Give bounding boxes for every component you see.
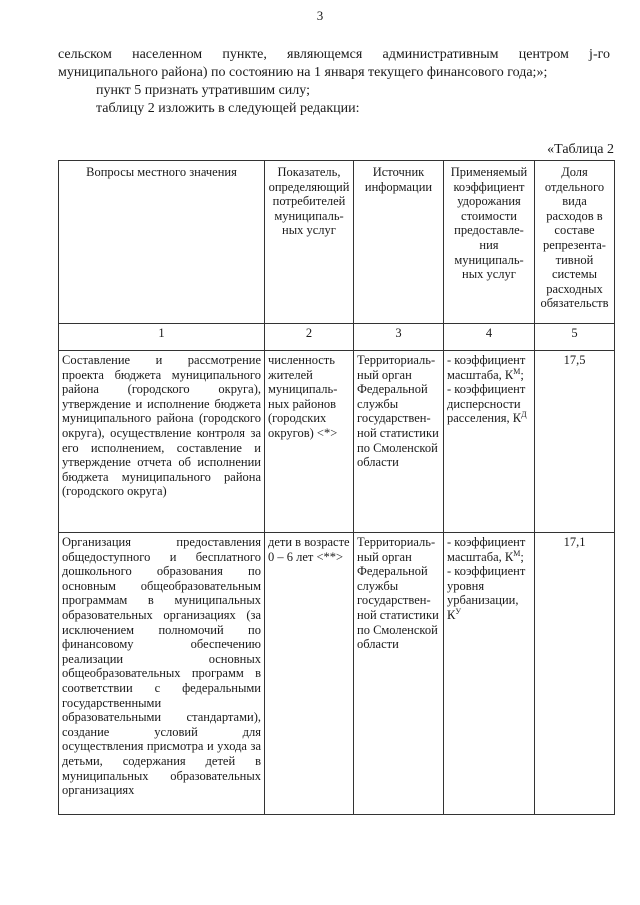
- row-question: Составление и рассмотрение проекта бюджета муниципального района (городского округа), утверждение и исполнение бюджета муниципального района (городского округа), осуществление контроля за его исполнением, составление и утверждение отчета об исполнении бюджета муниципального района (городского округа): [59, 351, 265, 533]
- column-number-row: [59, 324, 615, 351]
- column-number: 2: [265, 324, 354, 351]
- expenditure-table: [58, 160, 615, 815]
- header-question: Вопросы местного значения: [59, 161, 265, 324]
- row-coefficient: [444, 533, 535, 815]
- intro-line-1: сельском населенном пункте, являющемся административным центром j-го: [58, 47, 610, 62]
- row-question: Организация предоставления общедоступного и бесплатного дошкольного образования по основным общеобразовательным программам в муниципальных образовательных организациях (за исключением полномочий по финансовому обеспечению реализации основных общеобразовательных программ в соответствии с федеральными государственными образовательными стандартами), создание условий для осуществления присмотра и ухода за детьми, содержания детей в муниципальных образовательных организациях: [59, 533, 265, 815]
- page-number: 3: [316, 8, 324, 23]
- header-source: Источник информации: [354, 161, 444, 324]
- intro-text: [58, 46, 610, 118]
- column-number: 5: [535, 324, 615, 351]
- coefficient-item: - коэффициент дисперсности расселения, $К^Д$: [447, 382, 527, 426]
- intro-line-3: пункт 5 признать утратившим силу;: [96, 83, 310, 98]
- header-coefficient: Применяемый коэффициент удорожания стоимости предоставле-ния муниципаль-ных услуг: [444, 161, 535, 324]
- row-coefficient: [444, 351, 535, 533]
- table-caption: «Таблица 2: [547, 142, 614, 157]
- row-source: Территориаль-ный орган Федеральной службы государствен-ной статистики по Смоленской области: [354, 351, 444, 533]
- row-source: Территориаль-ный орган Федеральной службы государствен-ной статистики по Смоленской области: [354, 533, 444, 815]
- intro-line-4: таблицу 2 изложить в следующей редакции:: [96, 101, 360, 116]
- row-indicator: численность жителей муниципаль-ных районов (городских округов) <*>: [265, 351, 354, 533]
- column-number: 3: [354, 324, 444, 351]
- table-header-row: [59, 161, 615, 324]
- row-share: 17,5: [535, 351, 615, 533]
- header-indicator: Показатель, определяющий потребителей муниципаль-ных услуг: [265, 161, 354, 324]
- intro-line-2: муниципального района) по состоянию на 1 января текущего финансового года;»;: [58, 65, 548, 80]
- coefficient-item: - коэффициент масштаба, $К^М$;: [447, 535, 526, 564]
- coefficient-item: - коэффициент уровня урбанизации, $К^У$: [447, 564, 526, 622]
- header-share: Доля отдельного вида расходов в составе репрезента-тивной системы расходных обязательств: [535, 161, 615, 324]
- table-row: [59, 533, 615, 815]
- column-number: 4: [444, 324, 535, 351]
- column-number: 1: [59, 324, 265, 351]
- coefficient-item: - коэффициент масштаба, $К^М$;: [447, 353, 526, 382]
- table-row: [59, 351, 615, 533]
- row-indicator: дети в возрасте 0 – 6 лет <**>: [265, 533, 354, 815]
- row-share: 17,1: [535, 533, 615, 815]
